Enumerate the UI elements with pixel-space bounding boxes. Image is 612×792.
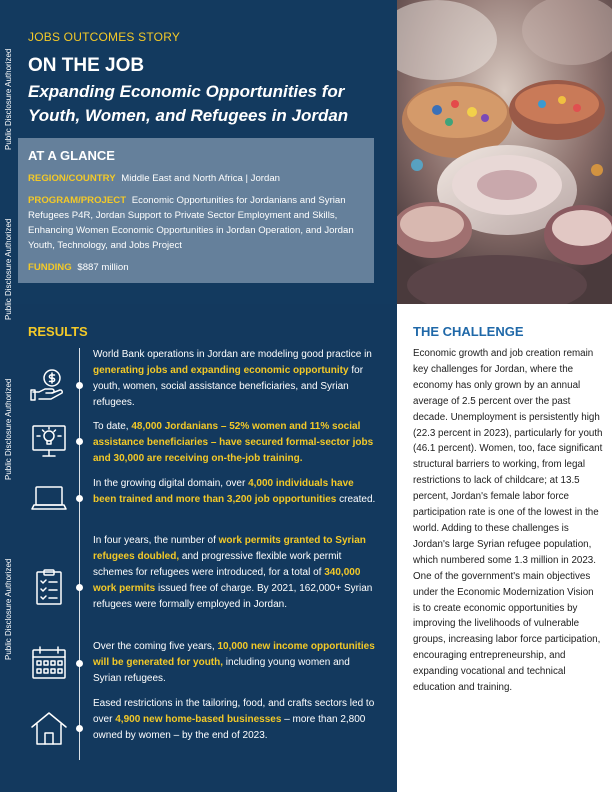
timeline-dot (76, 438, 83, 445)
home-icon (30, 709, 68, 747)
challenge-column (397, 304, 612, 792)
checklist-clipboard-icon (30, 568, 68, 606)
funding-value: $887 million (77, 262, 129, 273)
timeline-dot (76, 495, 83, 502)
glance-title: AT A GLANCE (28, 148, 115, 163)
timeline-dot (76, 382, 83, 389)
program-value: Economic Opportunities for Jordanians and Syrian Refugees P4R, Jordan Support to Private Sector Employment and Skills, Enhancing Women Economic Opportunities in Jordan Operation, and Jordan Youth, Technology, and Jobs Project (28, 195, 354, 251)
timeline-dot (76, 584, 83, 591)
page-subtitle: Expanding Economic Opportunities for Youth, Women, and Refugees in Jordan (28, 82, 349, 125)
header-photo (397, 0, 612, 304)
glance-funding (28, 260, 364, 275)
region-value: Middle East and North Africa | Jordan (121, 173, 281, 184)
timeline-dot (76, 725, 83, 732)
result-item-6: Eased restrictions in the tailoring, food, and crafts sectors led to over 4,900 new home-based businesses – more than 2,800 owned by women – by the end of 2023. (93, 698, 375, 741)
glance-program (28, 193, 364, 253)
funding-label: FUNDING (28, 262, 72, 273)
page-title: ON THE JOB (28, 55, 145, 76)
challenge-title: THE CHALLENGE (413, 324, 524, 339)
results-title: RESULTS (28, 324, 88, 339)
lightbulb-presentation-icon (30, 422, 68, 460)
result-item-5: Over the coming five years, 10,000 new income opportunities will be generated for youth, including young women and Syrian refugees. (93, 641, 375, 684)
at-a-glance-box (18, 138, 374, 283)
laptop-icon (30, 479, 68, 517)
challenge-body: Economic growth and job creation remain key challenges for Jordan, where the economy has only grown by an annual average of 2.5 percent over the past decade. Unemployment is persistently high (22.3 percent in 2023), particularly for youth (46.1 percent). Women, too, face significant structural barriers to working, from legal restrictions to lack of childcare; at 13.5 percent, Jordan's female labor force participation rate is one of the lowest in the world. Adding to these challenges is Jordan's large Syrian refugee population, which numbered some 1.3 million in 2023. One of the government's main objectives under the Economic Modernization Vision is to create economic opportunities by improving the livelihoods of vulnerable groups, increasing labor force participation, encouraging entrepreneurship, and expanding vocational and technical education and training. (413, 348, 603, 694)
program-label: PROGRAM/PROJECT (28, 195, 127, 206)
timeline-dot (76, 660, 83, 667)
result-item-1: World Bank operations in Jordan are modeling good practice in generating jobs and expanding economic opportunity for youth, women, social assistance beneficiaries, and Syrian refugees. (93, 349, 372, 408)
glance-region (28, 171, 364, 186)
region-label: REGION/COUNTRY (28, 173, 116, 184)
result-item-3: In the growing digital domain, over 4,000 individuals have been trained and more than 3,200 job opportunities created. (93, 478, 376, 505)
results-timeline (79, 348, 80, 760)
result-item-4: In four years, the number of work permits granted to Syrian refugees doubled, and progressive flexible work permit schemes for refugees were introduced, for a total of 340,000 work permits issued free of charge. By 2021, 162,000+ Syrian refugees were formally employed in Jordan. (93, 535, 373, 610)
story-kicker: JOBS OUTCOMES STORY (28, 30, 181, 44)
result-item-2: To date, 48,000 Jordanians – 52% women and 11% social assistance beneficiaries – have secured formal-sector jobs and 30,000 are receiving on-the-job training. (93, 421, 374, 464)
calendar-icon (30, 644, 68, 682)
pottery-photo-graphic (397, 0, 612, 304)
hand-money-icon (30, 366, 68, 404)
